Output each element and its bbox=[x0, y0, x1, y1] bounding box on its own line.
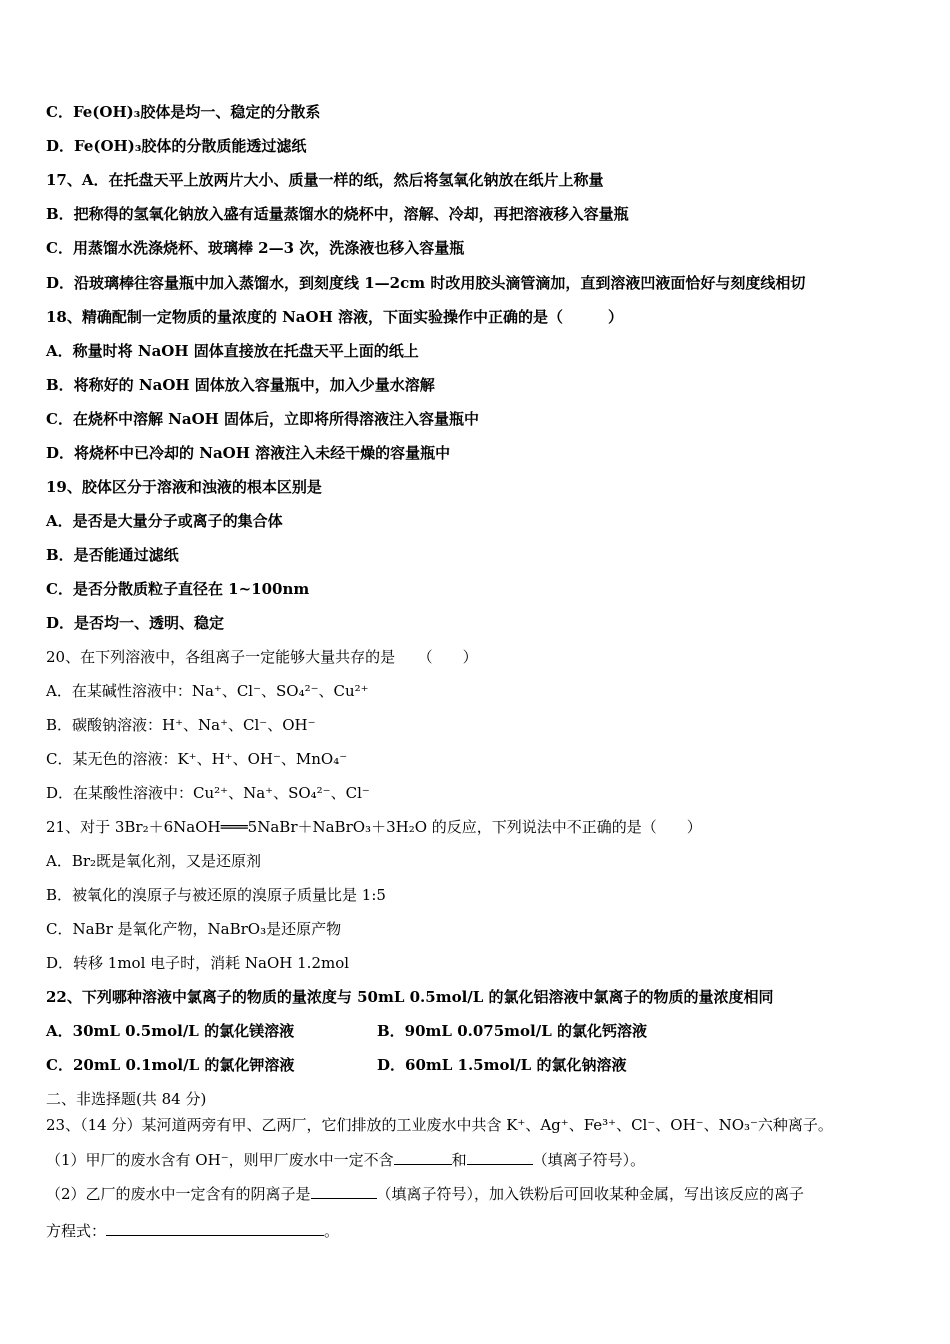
q23-part2 bbox=[46, 1183, 804, 1204]
q23-part1-text-c: （填离子符号）。 bbox=[532, 1151, 646, 1169]
q18-option-c: C．在烧杯中溶解 NaOH 固体后，立即将所得溶液注入容量瓶中 bbox=[46, 410, 480, 428]
q17-option-b: B．把称得的氢氧化钠放入盛有适量蒸馏水的烧杯中，溶解、冷却，再把溶液移入容量瓶 bbox=[46, 205, 629, 223]
q21-option-d: D．转移 1mol 电子时，消耗 NaOH 1.2mol bbox=[46, 954, 350, 972]
q23-part2-text-a: （2）乙厂的废水中一定含有的阴离子是 bbox=[46, 1185, 311, 1203]
q22-option-a: A．30mL 0.5mol/L 的氯化镁溶液 bbox=[46, 1022, 295, 1040]
q22-option-b: B．90mL 0.075mol/L 的氯化钙溶液 bbox=[377, 1022, 647, 1040]
q23-part1-text-a: （1）甲厂的废水含有 OH⁻，则甲厂废水中一定不含 bbox=[46, 1151, 394, 1169]
q19-option-b: B．是否能通过滤纸 bbox=[46, 546, 179, 564]
section-2-title: 二、非选择题(共 84 分) bbox=[46, 1090, 207, 1108]
q17-option-a: 17、A．在托盘天平上放两片大小、质量一样的纸，然后将氢氧化钠放在纸片上称量 bbox=[46, 171, 604, 189]
q16-option-d: D．Fe(OH)₃胶体的分散质能透过滤纸 bbox=[46, 137, 307, 155]
q23-part1 bbox=[46, 1149, 645, 1170]
q23-part1-blank-2[interactable] bbox=[467, 1149, 533, 1165]
q21-option-b: B．被氧化的溴原子与被还原的溴原子质量比是 1:5 bbox=[46, 886, 386, 904]
q18-option-a: A．称量时将 NaOH 固体直接放在托盘天平上面的纸上 bbox=[46, 342, 419, 360]
q20-option-c: C．某无色的溶液：K⁺、H⁺、OH⁻、MnO₄⁻ bbox=[46, 750, 348, 768]
q23-part2-text-d: 。 bbox=[324, 1222, 340, 1240]
q18-stem: 18、精确配制一定物质的量浓度的 NaOH 溶液，下面实验操作中正确的是（ ） bbox=[46, 308, 623, 326]
q19-option-d: D．是否均一、透明、稳定 bbox=[46, 614, 225, 632]
q19-stem: 19、胶体区分于溶液和浊液的根本区别是 bbox=[46, 478, 322, 496]
q23-stem: 23、（14 分）某河道两旁有甲、乙两厂，它们排放的工业废水中共含 K⁺、Ag⁺、Fe³⁺、Cl⁻、OH⁻、NO₃⁻六种离子。 bbox=[46, 1116, 833, 1134]
q20-option-a: A．在某碱性溶液中：Na⁺、Cl⁻、SO₄²⁻、Cu²⁺ bbox=[46, 682, 369, 700]
q22-option-d: D．60mL 1.5mol/L 的氯化钠溶液 bbox=[377, 1056, 627, 1074]
q23-part2-text-b: （填离子符号），加入铁粉后可回收某种金属，写出该反应的离子 bbox=[376, 1185, 805, 1203]
q18-option-b: B．将称好的 NaOH 固体放入容量瓶中，加入少量水溶解 bbox=[46, 376, 435, 394]
q23-part2-blank-2[interactable] bbox=[106, 1220, 324, 1236]
q23-part2-text-c: 方程式： bbox=[46, 1222, 107, 1240]
q22-option-c: C．20mL 0.1mol/L 的氯化钾溶液 bbox=[46, 1056, 295, 1074]
q21-stem: 21、对于 3Br₂＋6NaOH═══5NaBr＋NaBrO₃＋3H₂O 的反应，下列说法中不正确的是（ ） bbox=[46, 818, 702, 836]
q23-part1-blank-1[interactable] bbox=[394, 1149, 452, 1165]
q21-option-c: C．NaBr 是氧化产物，NaBrO₃是还原产物 bbox=[46, 920, 342, 938]
q16-option-c: C．Fe(OH)₃胶体是均一、稳定的分散系 bbox=[46, 103, 321, 121]
q21-option-a: A．Br₂既是氧化剂，又是还原剂 bbox=[46, 852, 262, 870]
q18-option-d: D．将烧杯中已冷却的 NaOH 溶液注入未经干燥的容量瓶中 bbox=[46, 444, 451, 462]
q17-option-d: D．沿玻璃棒往容量瓶中加入蒸馏水，到刻度线 1—2cm 时改用胶头滴管滴加，直到溶液凹液面恰好与刻度线相切 bbox=[46, 274, 806, 292]
q20-option-b: B．碳酸钠溶液：H⁺、Na⁺、Cl⁻、OH⁻ bbox=[46, 716, 316, 734]
q19-option-c: C．是否分散质粒子直径在 1~100nm bbox=[46, 580, 310, 598]
q23-part2-blank-1[interactable] bbox=[311, 1183, 377, 1199]
q17-option-c: C．用蒸馏水洗涤烧杯、玻璃棒 2—3 次，洗涤液也移入容量瓶 bbox=[46, 239, 465, 257]
q22-stem: 22、下列哪种溶液中氯离子的物质的量浓度与 50mL 0.5mol/L 的氯化铝溶液中氯离子的物质的量浓度相同 bbox=[46, 988, 774, 1006]
q20-option-d: D．在某酸性溶液中：Cu²⁺、Na⁺、SO₄²⁻、Cl⁻ bbox=[46, 784, 370, 802]
q19-option-a: A．是否是大量分子或离子的集合体 bbox=[46, 512, 283, 530]
q23-part2-equation bbox=[46, 1220, 339, 1241]
q20-stem: 20、在下列溶液中，各组离子一定能够大量共存的是 （ ） bbox=[46, 648, 478, 666]
q23-part1-text-b: 和 bbox=[451, 1151, 467, 1169]
